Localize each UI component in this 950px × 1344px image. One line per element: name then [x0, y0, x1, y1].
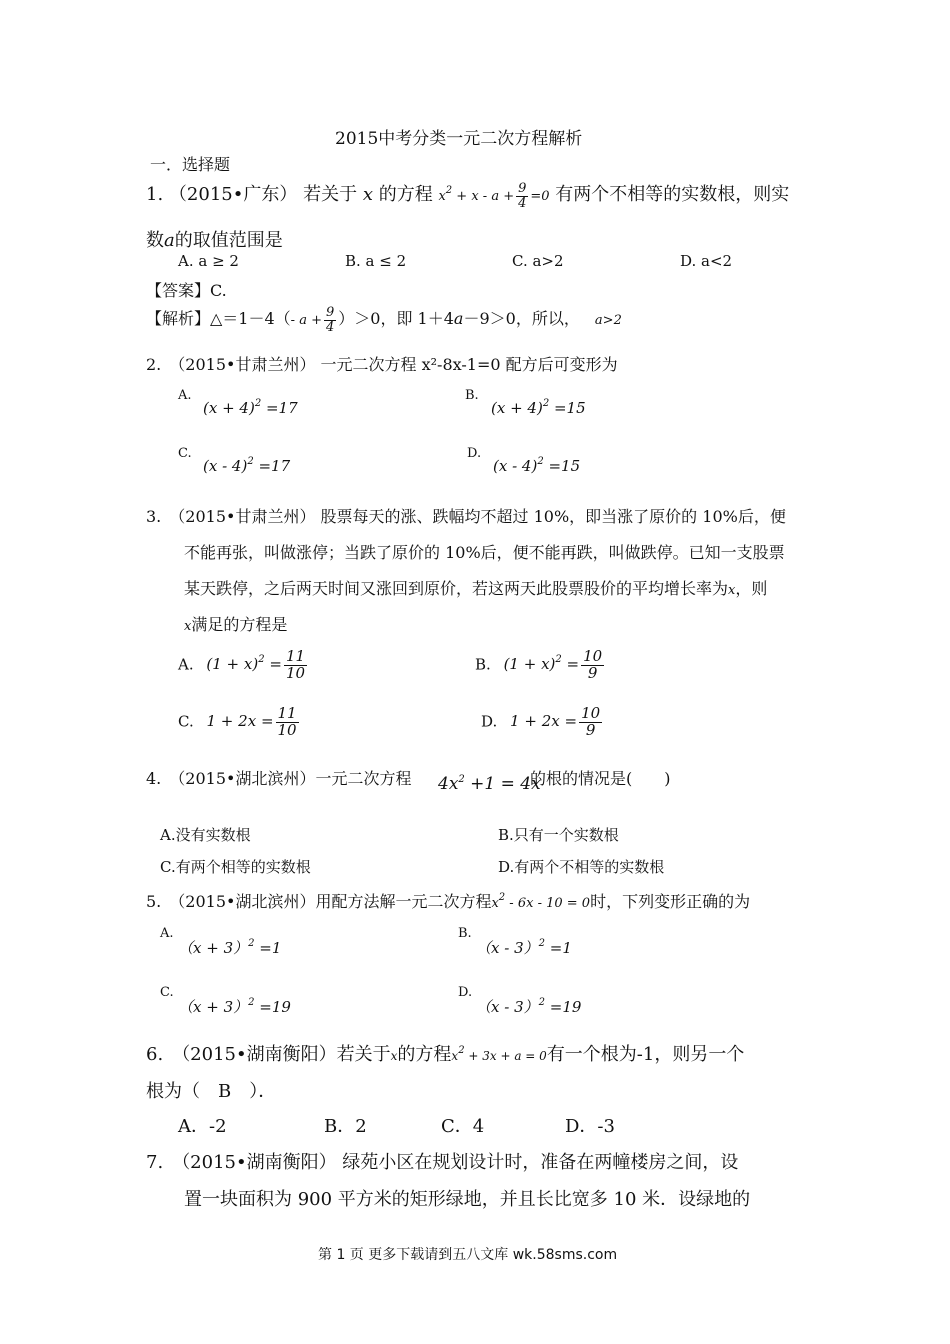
question-1-line-1: 1. （2015•广东） 若关于 x 的方程 $x^2 + x - a$ + $\frac{9}{4}$ =0 有两个不相等的实数根，则实: [146, 181, 790, 211]
q6-option-b: B．2: [324, 1116, 367, 1137]
option-a: A. a ≥ 2: [178, 252, 239, 270]
q4-option-b: B.只有一个实数根: [498, 826, 619, 844]
q6-option-c: C．4: [441, 1116, 485, 1137]
q2-option-a-label: A.: [178, 388, 192, 403]
q2-option-c-label: C.: [178, 446, 192, 461]
question-3-line-4: x满足的方程是: [184, 615, 288, 634]
q5-option-c: $(x + 3)^2 =19$: [178, 997, 291, 1016]
q2-option-a: $(x + 4)^2 =17$: [203, 398, 298, 417]
question-5: 5. （2015•湖北滨州）用配方法解一元二次方程$x^2 - 6x - 10 = 0$时，下列变形正确的为: [146, 892, 751, 911]
q2-option-d: (x - 4)$^2$ =15: [493, 456, 581, 475]
q6-option-a: A．-2: [178, 1116, 227, 1137]
question-6-line-2: 根为（ B ）．: [146, 1081, 277, 1102]
q5-option-b: （x - 3）$^2$ =1: [476, 938, 572, 957]
page-title: 2015中考分类一元二次方程解析: [335, 129, 583, 149]
q5-option-a-label: A.: [160, 926, 174, 941]
question-source: （2015•广东）: [168, 184, 298, 205]
q3-option-b: B. $(1 + x)^2$ = $\frac{10}{9}$: [475, 647, 603, 682]
q2-option-b-label: B.: [465, 388, 479, 403]
option-b: B. a ≤ 2: [345, 252, 407, 270]
q2-option-b: $(x + 4)^2 =15$: [491, 398, 586, 417]
question-6-line-1: 6. （2015•湖南衡阳）若关于x的方程$x^2 + 3x + a = 0$有一个根为-1，则另一个: [146, 1044, 745, 1065]
q4-option-c: C.有两个相等的实数根: [160, 858, 311, 876]
option-c: C. a>2: [512, 252, 564, 270]
q3-option-a: A. $(1 + x)^2$ = $\frac{11}{10}$: [178, 647, 306, 682]
q4-option-d: D.有两个不相等的实数根: [498, 858, 665, 876]
question-3-line-1: 3. （2015•甘肃兰州） 股票每天的涨、跌幅均不超过 10%，即当涨了原价的 10%后，便: [146, 507, 786, 526]
q5-option-b-label: B.: [458, 926, 472, 941]
question-3-line-3: 某天跌停，之后两天时间又涨回到原价，若这两天此股票股价的平均增长率为x，则: [184, 579, 768, 598]
q5-option-c-label: C.: [160, 985, 174, 1000]
answer: 【答案】C.: [146, 281, 227, 300]
equation: $x^2 + x - a$ + $\frac{9}{4}$ =0: [438, 181, 550, 211]
q4-text-end: 的根的情况是( ): [530, 769, 671, 788]
analysis: 【解析】△＝1－4（- a + $\frac{9}{4}$ ）＞0，即 1＋4a－9＞0，所以， a>2: [146, 305, 622, 335]
q5-option-d: （x - 3）$^2$ =19: [476, 997, 582, 1016]
question-7-line-1: 7. （2015•湖南衡阳） 绿苑小区在规划设计时，准备在两幢楼房之间，设: [146, 1152, 739, 1173]
q5-option-a: $(x + 3)^2 =1$: [178, 938, 282, 957]
q3-option-d: D. 1 + 2x = $\frac{10}{9}$: [481, 704, 601, 739]
page-footer: 第 1 页 更多下载请到五八文库 wk.58sms.com: [318, 1247, 618, 1263]
q3-option-c: C. 1 + 2x = $\frac{11}{10}$: [178, 704, 297, 739]
q4-option-a: A.没有实数根: [160, 826, 251, 844]
question-number: 1.: [146, 184, 164, 205]
q5-option-d-label: D.: [458, 985, 473, 1000]
q2-option-d-label: D.: [467, 446, 482, 461]
section-heading: 一．选择题: [150, 155, 231, 174]
option-d: D. a<2: [680, 252, 733, 270]
question-3-line-2: 不能再张，叫做涨停；当跌了原价的 10%后，便不能再跌，叫做跌停。已知一支股票: [184, 543, 785, 562]
question-7-line-2: 置一块面积为 900 平方米的矩形绿地，并且长比宽多 10 米．设绿地的: [184, 1189, 751, 1210]
question-2: 2. （2015•甘肃兰州） 一元二次方程 x²-8x-1=0 配方后可变形为: [146, 355, 618, 374]
q2-option-c: (x - 4)$^2$ =17: [203, 456, 291, 475]
q6-option-d: D．-3: [565, 1116, 615, 1137]
question-1-line-2: 数a的取值范围是: [146, 230, 283, 251]
question-4: 4. （2015•湖北滨州）一元二次方程: [146, 769, 412, 788]
q4-equation: $4x^2 +1 = 4x$: [438, 774, 541, 794]
